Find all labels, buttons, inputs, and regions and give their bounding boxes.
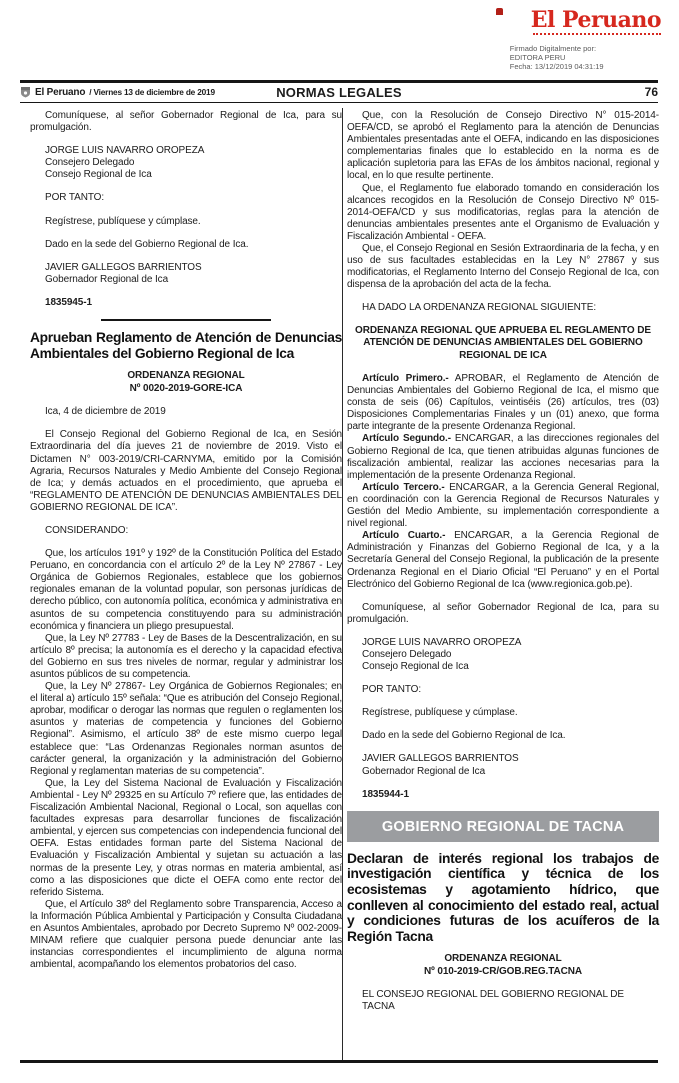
signature-line: EDITORA PERU: [509, 53, 566, 62]
region-banner: GOBIERNO REGIONAL DE TACNA: [347, 811, 659, 842]
article-text: ENCARGAR, a la Gerencia General Regional, en coordinación con la Gerencia Regional de Recursos Naturales y Gestión del Medio Ambiente, su implementación correspondiente a nivel regional.: [347, 481, 660, 530]
article-text: ENCARGAR, a las direcciones regionales del Gobierno Regional de Ica, que tienen atribuidas algunas funciones de fiscalización ambiental, realizar las acciones necesarias para la implementación de la presente Ordenanza Regional.: [347, 433, 659, 481]
date-place-line: Ica, 4 de diciembre de 2019: [45, 406, 166, 418]
signatory-role: Gobernador Regional de Ica: [362, 765, 486, 777]
ordinance-heading: [347, 953, 659, 978]
ordinance-heading-line: ORDENANZA REGIONAL: [444, 953, 562, 965]
recital: Que, el Consejo Regional en Sesión Extraordinaria de la fecha, y en uso de sus facultades establecidas en la Ley N° 27867 y sus modificatorias, el Reglamento Interno del Consejo Regional de Ica, con dispensa de la aprobación del acta de la fecha.: [347, 243, 659, 291]
por-tanto: POR TANTO:: [45, 192, 105, 204]
ordinance-heading: [30, 370, 342, 395]
column-divider-rule: [342, 108, 343, 1060]
decree-heading: ORDENANZA REGIONAL QUE APRUEBA EL REGLAMENTO DE ATENCIÓN DE DENUNCIAS AMBIENTALES DEL GOBIERNO REGIONAL DE ICA: [355, 324, 651, 361]
ordinance-heading-line: Nº 010-2019-CR/GOB.REG.TACNA: [424, 965, 582, 977]
left-column: [30, 110, 342, 971]
section-divider-rule: [101, 319, 271, 321]
signatory-name: JAVIER GALLEGOS BARRIENTOS: [45, 261, 202, 273]
signatory-block: [30, 262, 342, 286]
article-paragraph: [347, 373, 659, 433]
recital: Que, el Artículo 38º del Reglamento sobre Transparencia, Acceso a la Información Pública Ambiental y Participación y Consulta Ciudadana en Asuntos Ambientales, aprobado por Decreto Supremo Nº 002-2009-MINAM refiere que cualquier persona puede denunciar ante las instancias correspondientes el incumplimiento de alguna norma ambiental, acompañando los elementos probatorios del caso.: [30, 898, 342, 971]
signature-line: Firmado Digitalmente por:: [509, 44, 597, 53]
article-lead: Artículo Segundo.-: [362, 433, 451, 445]
recital: Que, la Ley Nº 27867- Ley Orgánica de Gobiernos Regionales; en el literal a) artículo 15º señala: “Que es atribución del Consejo Regional, aprobar, modificar o derogar las normas que regulen o reglamenten los asuntos y materias de competencia y funciones del Gobierno Regional”. Asimismo, el artículo 38º de este mismo cuerpo legal establece que: “Las Ordenanzas Regionales norman asuntos de carácter general, la organización y la administración del Gobierno Regional y reglamentan materias de su competencia”.: [30, 681, 342, 777]
recital: Que, con la Resolución de Consejo Directivo N° 015-2014-OEFA/CD, se aprobó el Reglamento para la atención de Denuncias Ambientales presentadas ante el OEFA, indicando en las disposiciones complementarias finales que lo establecido en la norma es de aplicación supletoria para las EFAs de los ámbitos nacional, regional y local, en lo que resulte pertinente.: [347, 110, 659, 182]
registrese-line: Regístrese, publíquese y cúmplase.: [362, 707, 518, 719]
logo-tagline-rule: [533, 33, 661, 35]
article-lead: Artículo Primero.-: [362, 373, 449, 384]
digital-signature: [496, 44, 661, 71]
recital: Que, la Ley Nº 27783 - Ley de Bases de la Descentralización, en su artículo 8º precisa; la autonomía es el derecho y la capacidad efectiva del Gobierno en sus tres niveles de normar, regular y administrar los asuntos públicos de su competencia.: [30, 632, 342, 680]
article-paragraph: [347, 482, 659, 530]
running-header: [20, 80, 658, 103]
article-paragraph: [347, 433, 659, 481]
page-number: 76: [644, 85, 658, 99]
signatory-block: [30, 145, 342, 181]
signature-line: Fecha: 13/12/2019 04:31:19: [509, 62, 604, 71]
por-tanto: POR TANTO:: [362, 684, 422, 696]
logo-text: El Peruano: [530, 7, 661, 33]
header-date: / Viernes 13 de diciembre de 2019: [89, 87, 215, 97]
norm-title: Aprueban Reglamento de Atención de Denuncias Ambientales del Gobierno Regional de Ica: [30, 330, 342, 361]
el-peruano-logo: [496, 8, 661, 35]
header-left: [20, 86, 270, 98]
crest-icon: [496, 8, 503, 15]
signatory-name: JORGE LUIS NAVARRO OROPEZA: [45, 145, 205, 157]
masthead-block: [496, 8, 661, 71]
signatory-block: [347, 637, 659, 673]
recital: Que, la Ley del Sistema Nacional de Evaluación y Fiscalización Ambiental - Ley Nº 29325 en su Artículo 7º refiere que, las entidades de Fiscalización Ambiental Nacional, Regional o Local, son aquellas con facultades expresas para desarrollar funciones de fiscalización ambiental, y ejercen sus competencias con independencia funcional del OEFA. Estas entidades forman parte del Sistema Nacional de Evaluación y Fiscalización Ambiental y sujetan su actuación a las normas de la presente Ley, y otras normas en materia ambiental, así como a las disposiciones que dicte el OEFA como ente rector del referido Sistema.: [30, 777, 342, 898]
council-line: EL CONSEJO REGIONAL DEL GOBIERNO REGIONAL DE TACNA: [362, 989, 624, 1013]
ordinance-heading-line: Nº 0020-2019-GORE-ICA: [129, 382, 243, 394]
registrese-line: Regístrese, publíquese y cúmplase.: [45, 215, 201, 227]
signatory-org: Consejo Regional de Ica: [362, 661, 469, 673]
signatory-org: Consejo Regional de Ica: [45, 169, 152, 181]
page-bottom-rule: [20, 1060, 658, 1063]
article-text: APROBAR, el Reglamento de Atención de Denuncias Ambientales del Gobierno Regional de Ica, el mismo que consta de seis (06) Capítulos, veintiséis (26) artículos, tres (03) Disposiciones Complementarias Finales y un (01) anexo, que forma parte integrante de la presente Ordenanza Regional.: [347, 373, 659, 433]
paragraph: Comuníquese, al señor Gobernador Regional de Ica, para su promulgación.: [347, 601, 659, 625]
dado-line: Dado en la sede del Gobierno Regional de Ica.: [362, 730, 566, 742]
dado-line: Dado en la sede del Gobierno Regional de Ica.: [45, 238, 249, 250]
intro-paragraph: El Consejo Regional del Gobierno Regional de Ica, en Sesión Extraordinaria del día jueves 21 de noviembre de 2019. Visto el Dictamen N° 003-2019/CRI-CARNYMA, emitido por la Comisión Agraria, Recursos Naturales y Medio Ambiente del Consejo Regional de Ica; y demás actuados en el procedimiento, que aprueba el “REGLAMENTO DE ATENCIÓN DE DENUNCIAS AMBIENTALES DEL GOBIERNO REGIONAL DE ICA”.: [30, 429, 342, 513]
recital: Que, los artículos 191º y 192º de la Constitución Política del Estado Peruano, en concordancia con el artículo 2º de la Ley Nº 27867 - Ley Orgánica de Gobiernos Regionales, establece que los gobiernos regionales emanan de la voluntad popular, son personas jurídicas de derecho público, con autonomía política, económica y administrativa en asuntos de su competencia constituyendo para su administración económica y financiera un pliego presupuestal.: [30, 548, 342, 632]
ha-dado-line: HA DADO LA ORDENANZA REGIONAL SIGUIENTE:: [362, 302, 597, 314]
signatory-role: Consejero Delegado: [362, 648, 452, 660]
signatory-block: [347, 753, 659, 777]
article-lead: Artículo Cuarto.-: [362, 530, 446, 542]
considerando-label: CONSIDERANDO:: [45, 524, 129, 536]
publication-ref: 1835945-1: [45, 296, 92, 308]
norm-title: Declaran de interés regional los trabajos de investigación científica y técnica de los ecosistemas y agotamiento hídrico, que conlleven al conocimiento del estado real, actual y condiciones futuras de los acuíferos de la Región Tacna: [347, 850, 659, 944]
section-title: NORMAS LEGALES: [276, 84, 402, 100]
publication-ref: 1835944-1: [362, 788, 409, 800]
ordinance-heading-line: ORDENANZA REGIONAL: [127, 370, 245, 382]
right-column: [347, 110, 659, 1014]
article-paragraph: [347, 530, 659, 590]
article-text: ENCARGAR, a la Gerencia Regional de Administración y Finanzas del Gobierno Regional de Ica, y a la Secretaría General del Consejo Regional, la publicación de la presente Ordenanza Regional en el Diario Oficial “El Peruano” y en el Portal Electrónico del Gobierno Regional de Ica (www.regionica.gob.pe).: [347, 530, 659, 590]
recital: Que, el Reglamento fue elaborado tomando en consideración los alcances recogidos en la Resolución de Consejo Directivo Nº 015-2014-OEFA/CD y sus modificatorias, reglas para la atención de denuncias ambientales presentes ante el Organismo de Evaluación y Fiscalización Ambiental - OEFA.: [347, 182, 659, 242]
signatory-name: JORGE LUIS NAVARRO OROPEZA: [362, 636, 522, 648]
signatory-role: Consejero Delegado: [45, 157, 135, 169]
signatory-name: JAVIER GALLEGOS BARRIENTOS: [362, 753, 519, 765]
peru-coat-of-arms-icon: [20, 86, 31, 98]
signatory-role: Gobernador Regional de Ica: [45, 273, 169, 285]
header-paper-name: El Peruano: [35, 86, 86, 98]
paragraph: Comuníquese, al señor Gobernador Regional de Ica, para su promulgación.: [30, 110, 342, 134]
article-lead: Artículo Tercero.-: [362, 481, 445, 493]
